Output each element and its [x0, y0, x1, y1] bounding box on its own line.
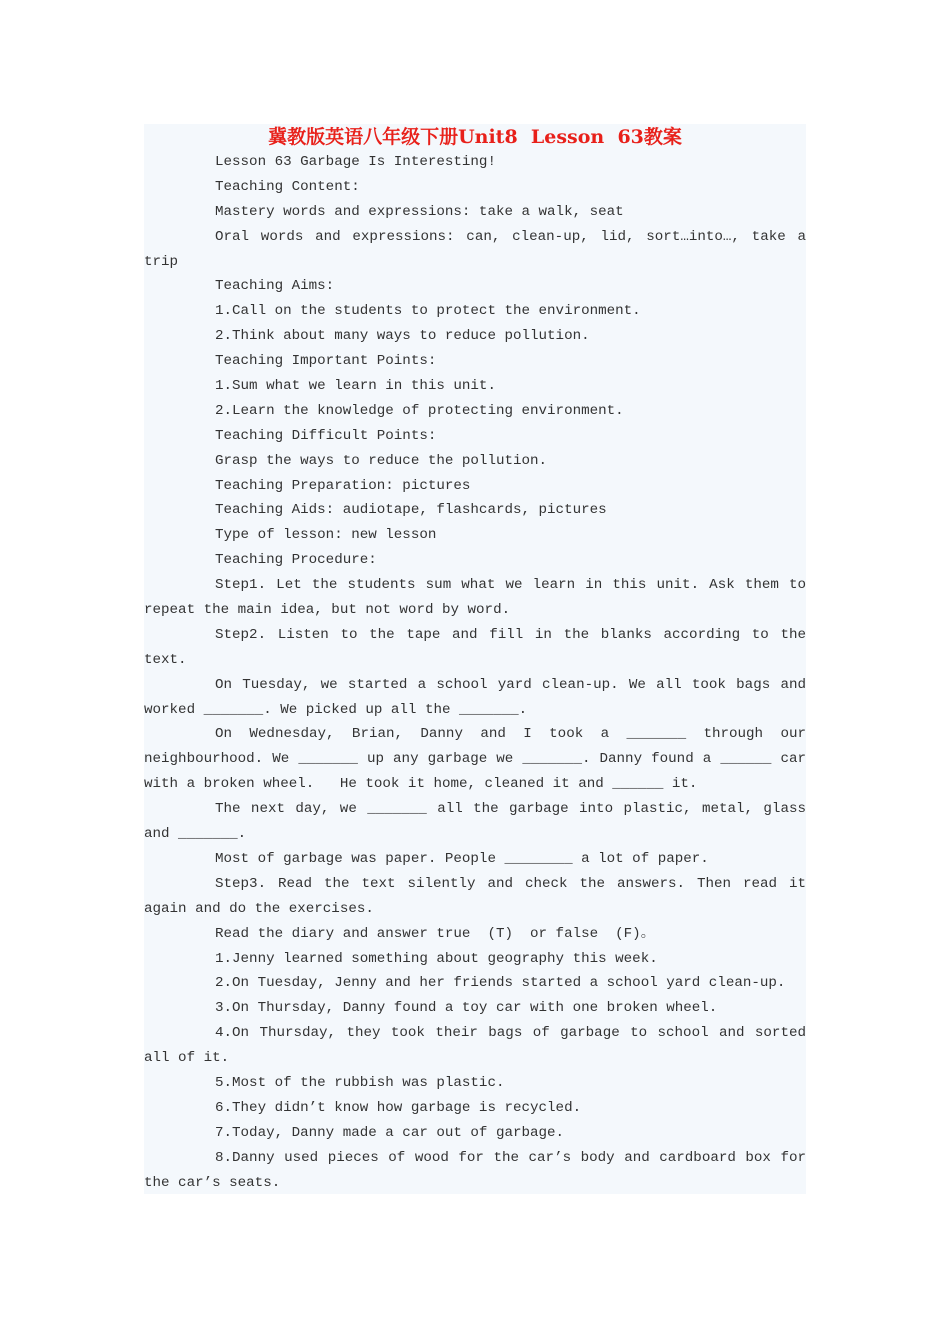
text-line: 1.Jenny learned something about geography this week.	[215, 950, 658, 967]
text-line: Mastery words and expressions: take a walk, seat	[215, 203, 624, 220]
text-line: Teaching Important Points:	[215, 353, 437, 370]
text-line: 2.Learn the knowledge of protecting environment.	[215, 402, 624, 419]
text-line: 2.Think about many ways to reduce pollution.	[215, 328, 590, 345]
text-line: repeat the main idea, but not word by word.	[144, 602, 511, 619]
text-line: again and do the exercises.	[144, 900, 374, 917]
text-line: The next day, we _______ all the garbage into plastic, metal, glass	[215, 801, 806, 818]
text-line: Grasp the ways to reduce the pollution.	[215, 452, 548, 469]
text-line: Step3. Read the text silently and check the answers. Then read it	[215, 875, 806, 892]
text-line: Type of lesson: new lesson	[215, 527, 437, 544]
text-line: Teaching Difficult Points:	[215, 427, 437, 444]
text-line: 1.Call on the students to protect the environment.	[215, 303, 641, 320]
text-line: worked _______. We picked up all the _______.	[144, 701, 528, 718]
text-line: text.	[144, 651, 187, 668]
text-line: 6.They didn’t know how garbage is recycled.	[215, 1099, 582, 1116]
text-line: with a broken wheel. He took it home, cleaned it and ______ it.	[144, 776, 698, 793]
text-line: Step1. Let the students sum what we learn in this unit. Ask them to	[215, 577, 806, 594]
text-line: Oral words and expressions: can, clean-up, lid, sort…into…, take a	[215, 228, 806, 245]
text-line: 5.Most of the rubbish was plastic.	[215, 1074, 505, 1091]
text-line: Teaching Content:	[215, 178, 360, 195]
text-line: 8.Danny used pieces of wood for the car’s body and cardboard box for	[215, 1149, 806, 1166]
text-line: trip	[144, 253, 179, 270]
document-body	[144, 150, 806, 1195]
text-line: Teaching Procedure:	[215, 552, 377, 569]
document-title: 冀教版英语八年级下册Unit8 Lesson 63教案	[268, 126, 682, 148]
text-line: neighbourhood. We _______ up any garbage we _______. Danny found a ______ car	[144, 751, 806, 768]
text-line: Step2. Listen to the tape and fill in the blanks according to the	[215, 626, 806, 643]
text-line: 2.On Tuesday, Jenny and her friends started a school yard clean-up.	[215, 975, 786, 992]
text-line: the car’s seats.	[144, 1174, 281, 1191]
text-line: Teaching Aids: audiotape, flashcards, pictures	[215, 502, 607, 519]
text-line: Teaching Preparation: pictures	[215, 477, 471, 494]
text-line: all of it.	[144, 1050, 230, 1067]
text-line: Lesson 63 Garbage Is Interesting!	[215, 154, 496, 170]
text-line: On Tuesday, we started a school yard clean-up. We all took bags and	[215, 676, 806, 693]
text-line: 3.On Thursday, Danny found a toy car with one broken wheel.	[215, 1000, 718, 1017]
text-line: and _______.	[144, 826, 247, 843]
text-line: Read the diary and answer true (T) or false (F)。	[215, 925, 655, 942]
text-line: Teaching Aims:	[215, 278, 335, 295]
text-line: 1.Sum what we learn in this unit.	[215, 378, 496, 395]
text-line: 7.Today, Danny made a car out of garbage.	[215, 1124, 565, 1141]
text-line: Most of garbage was paper. People ________ a lot of paper.	[215, 850, 709, 867]
text-line: On Wednesday, Brian, Danny and I took a _______ through our	[215, 726, 806, 743]
text-line: 4.On Thursday, they took their bags of garbage to school and sorted	[215, 1025, 806, 1042]
